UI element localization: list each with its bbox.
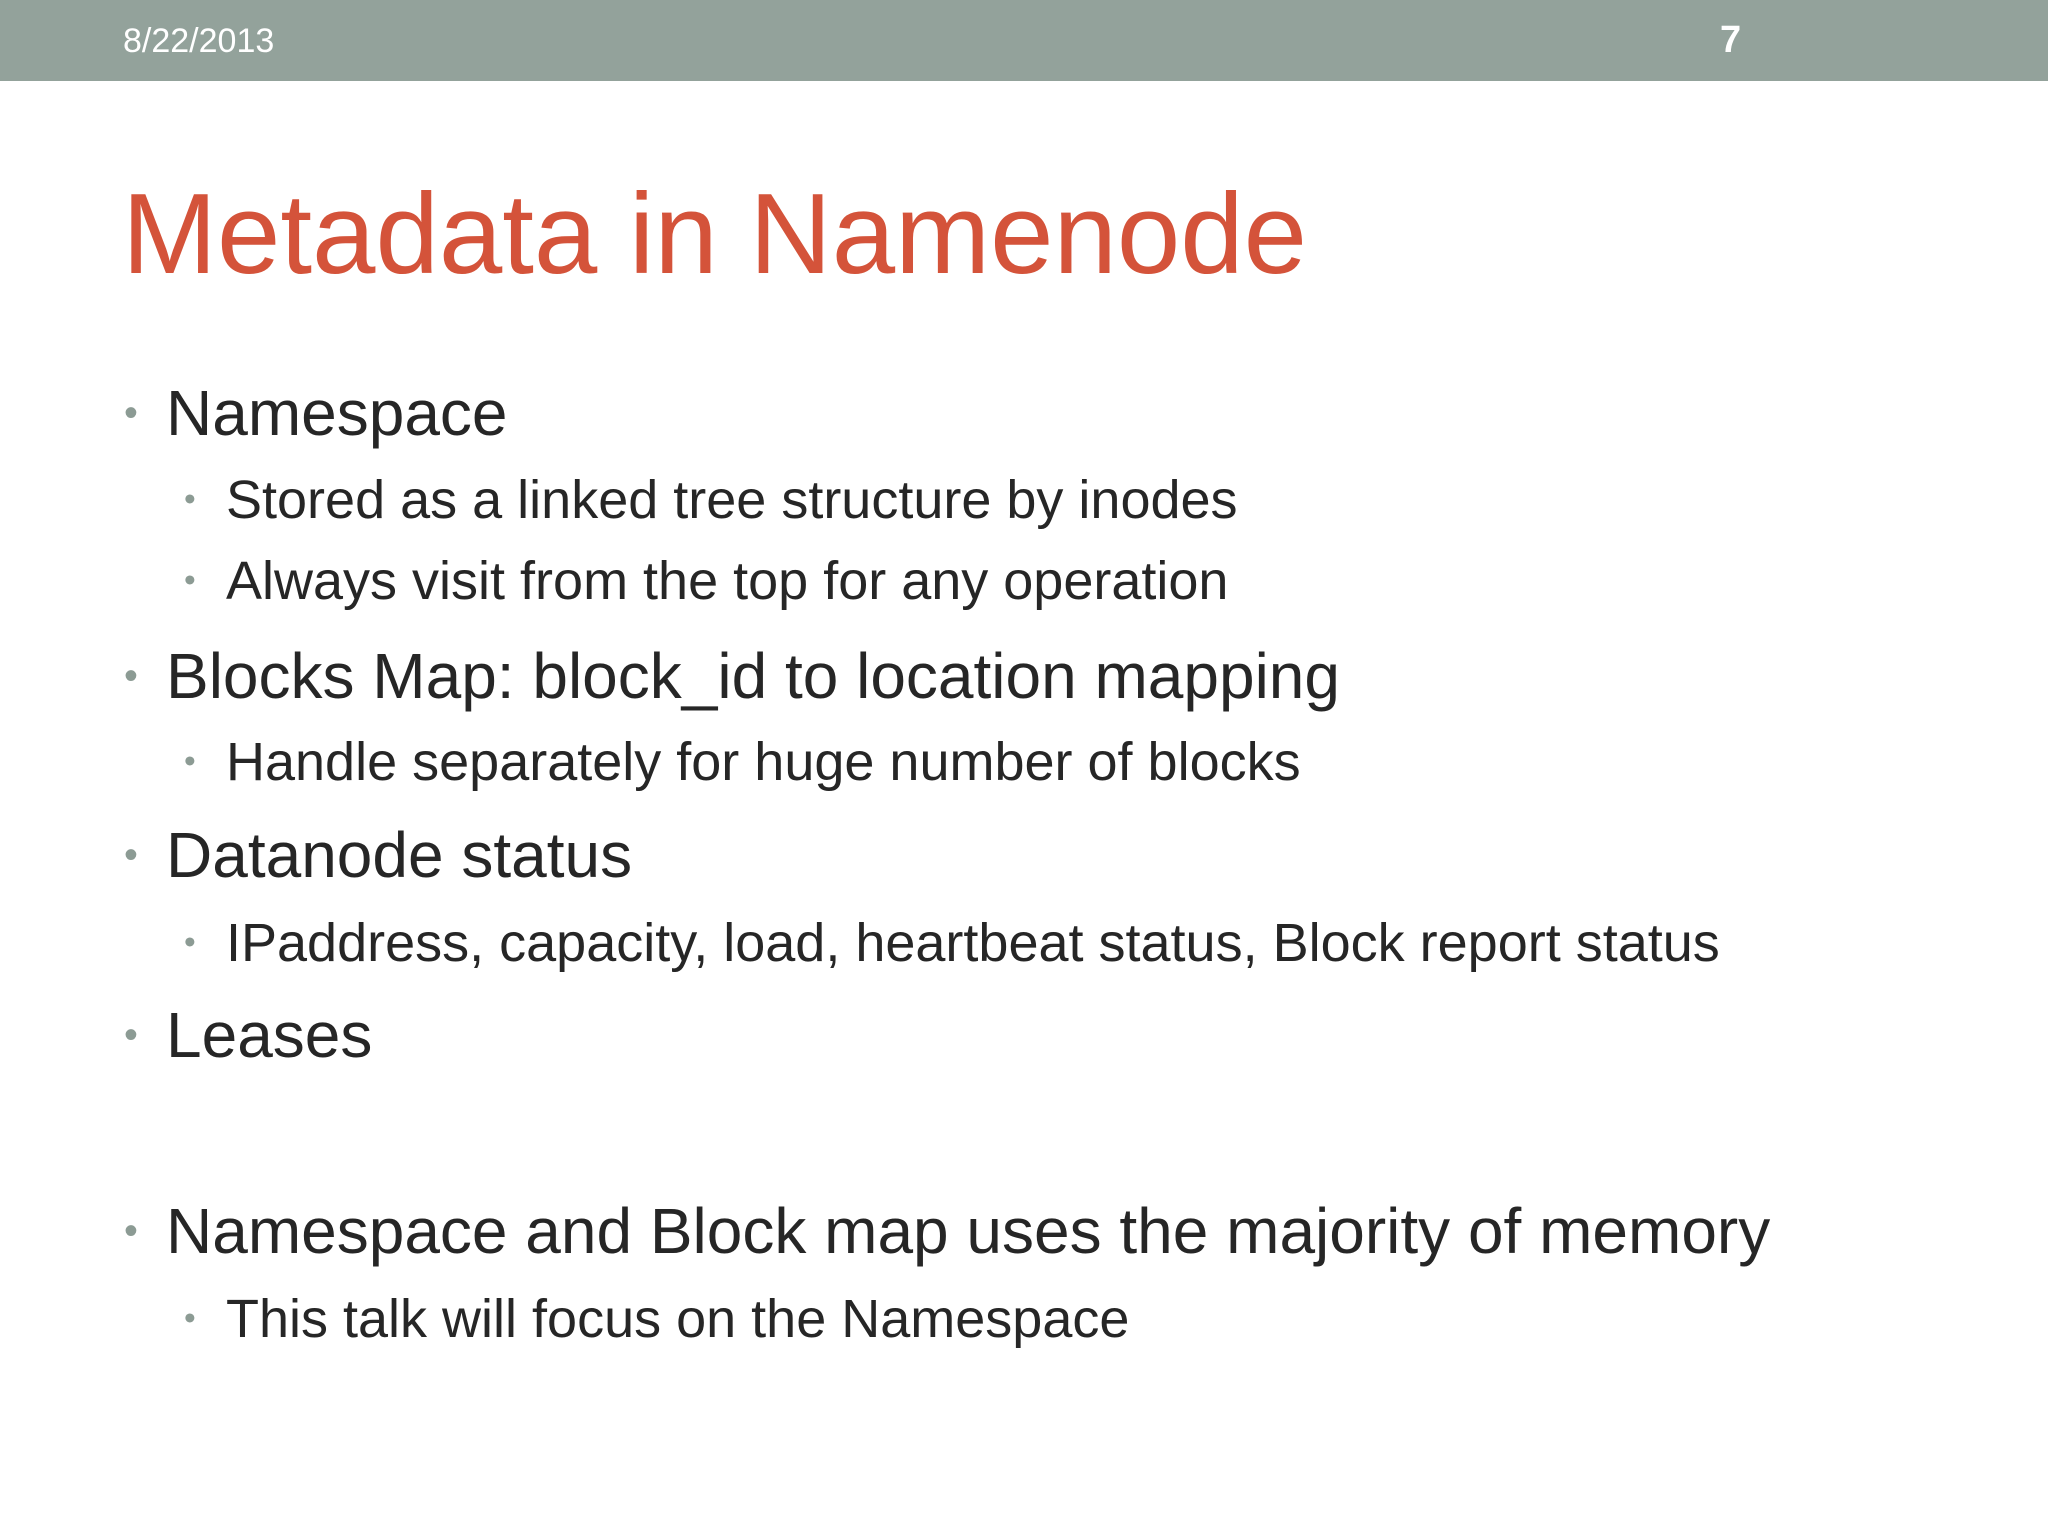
bullet-icon: •	[184, 480, 196, 518]
bullet-text: This talk will focus on the Namespace	[226, 1289, 1130, 1349]
bullet-text: Namespace	[166, 377, 508, 449]
bullet-item	[184, 1287, 1129, 1355]
bullet-text: Blocks Map: block_id to location mapping	[166, 640, 1340, 712]
bullet-icon: •	[124, 1013, 138, 1058]
bullet-icon: •	[184, 1299, 196, 1337]
bullet-item	[124, 375, 508, 456]
bullet-item	[124, 638, 1340, 719]
bullet-text: Leases	[166, 999, 373, 1071]
bullet-item	[184, 730, 1301, 798]
bullet-item	[124, 997, 372, 1078]
slide-title: Metadata in Namenode	[122, 171, 1308, 298]
bullet-icon: •	[184, 923, 196, 961]
bullet-item	[184, 911, 1720, 979]
bullet-icon: •	[124, 833, 138, 878]
bullet-item	[184, 549, 1228, 617]
bullet-icon: •	[184, 561, 196, 599]
bullet-text: Handle separately for huge number of blocks	[226, 732, 1301, 792]
bullet-text: Always visit from the top for any operation	[226, 551, 1229, 611]
bullet-icon: •	[184, 742, 196, 780]
bullet-text: Namespace and Block map uses the majority of memory	[166, 1195, 1771, 1267]
slide-date: 8/22/2013	[123, 22, 275, 60]
bullet-text: Datanode status	[166, 819, 633, 891]
bullet-item	[124, 1193, 1770, 1274]
bullet-item	[124, 817, 632, 898]
bullet-icon: •	[124, 391, 138, 436]
bullet-item	[184, 468, 1238, 536]
bullet-icon: •	[124, 1209, 138, 1254]
bullet-text: Stored as a linked tree structure by inodes	[226, 470, 1238, 530]
bullet-icon: •	[124, 654, 138, 699]
bullet-text: IPaddress, capacity, load, heartbeat status, Block report status	[226, 913, 1720, 973]
slide-page-number: 7	[1720, 19, 1742, 61]
